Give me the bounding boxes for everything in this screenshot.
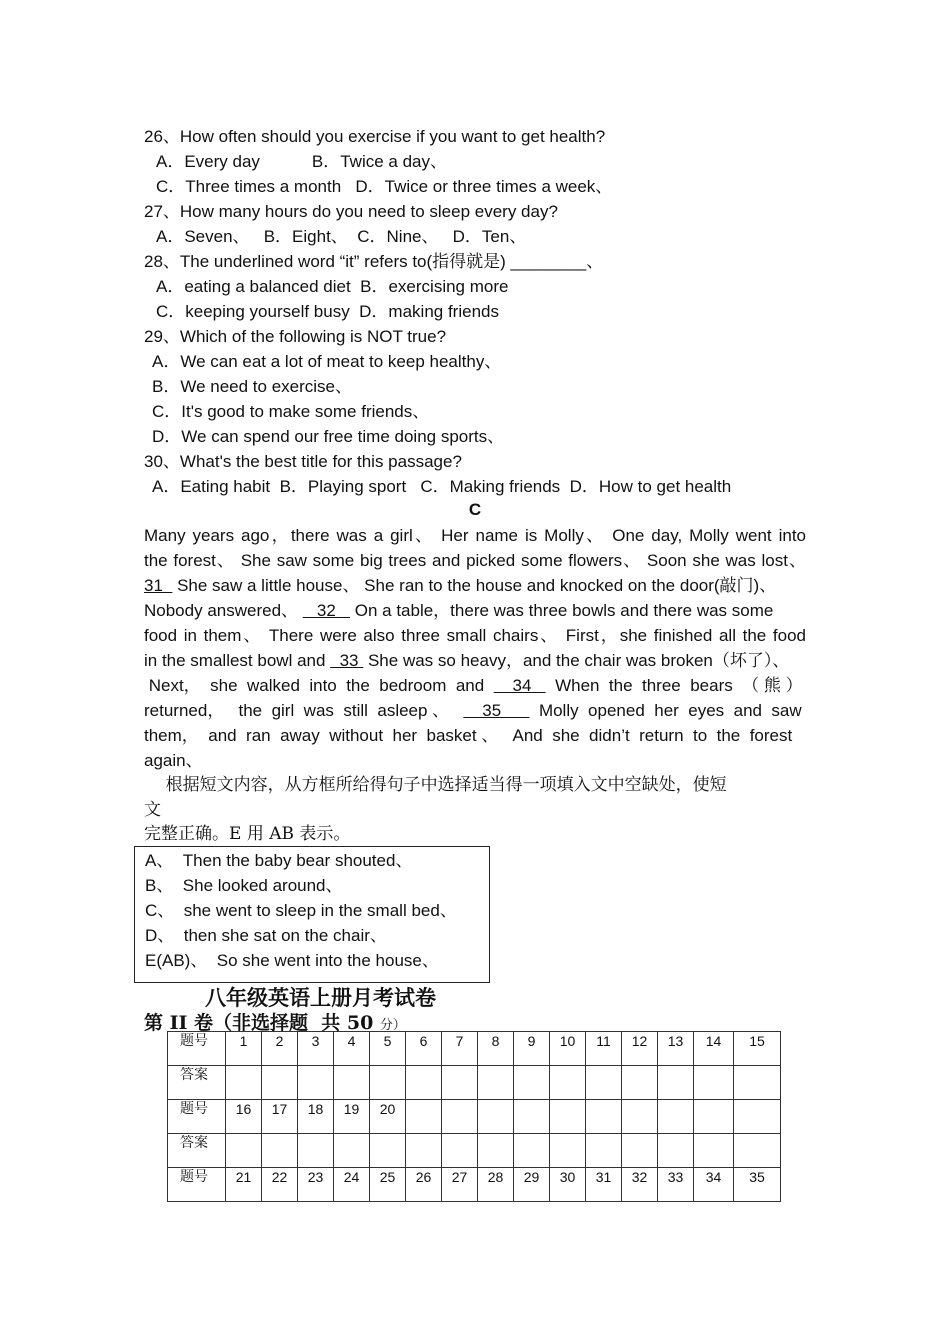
- answer-cell[interactable]: [370, 1066, 406, 1100]
- row-label: 答案: [168, 1066, 226, 1100]
- option-b: B、 She looked around、: [145, 876, 343, 895]
- passage-text: Next， she walked into the bedroom and: [144, 676, 494, 695]
- passage-text: in the smallest bowl and: [144, 651, 331, 670]
- question-28-options-2: C．keeping yourself busy D．making friends: [156, 302, 499, 321]
- question-number-cell: 21: [226, 1168, 262, 1202]
- passage-text: She saw a little house、 She ran to the house and knocked on the door(敲门)、: [172, 576, 777, 595]
- question-number-cell: [658, 1100, 694, 1134]
- part-two-text: 第 II 卷（非选择题 共 50: [144, 1012, 380, 1034]
- question-26-stem: 26、How often should you exercise if you want to get health?: [144, 127, 606, 146]
- answer-cell[interactable]: [442, 1134, 478, 1168]
- instruction-line: 完整正确。E 用 AB 表示。: [144, 824, 351, 844]
- question-number-cell: 30: [550, 1168, 586, 1202]
- question-number-cell: 16: [226, 1100, 262, 1134]
- question-28-options-1: A．eating a balanced diet B．exercising more: [156, 277, 509, 296]
- question-26-options-2: C．Three times a month D．Twice or three times a week、: [156, 177, 613, 196]
- blank-34: 34: [493, 676, 546, 695]
- section-c-heading: C: [468, 500, 482, 519]
- answer-cell[interactable]: [262, 1134, 298, 1168]
- question-number-cell: 33: [658, 1168, 694, 1202]
- question-number-cell: 18: [298, 1100, 334, 1134]
- row-label: 答案: [168, 1134, 226, 1168]
- answer-cell[interactable]: [226, 1134, 262, 1168]
- question-number-cell: 22: [262, 1168, 298, 1202]
- answer-cell[interactable]: [334, 1066, 370, 1100]
- question-number-cell: [694, 1100, 734, 1134]
- answer-cell[interactable]: [658, 1066, 694, 1100]
- passage-line: [144, 698, 802, 723]
- answer-cell[interactable]: [370, 1134, 406, 1168]
- passage-line: [144, 573, 776, 598]
- answer-grid: [167, 1031, 781, 1202]
- question-number-cell: 4: [334, 1032, 370, 1066]
- passage-text: She was so heavy，and the chair was broken（坏了）、: [363, 651, 790, 670]
- passage-line: the forest、 She saw some big trees and picked some flowers、 Soon she was lost、: [144, 551, 806, 570]
- part-two-unit: 分）: [379, 1018, 406, 1033]
- question-number-cell: [550, 1100, 586, 1134]
- option-a: A、 Then the baby bear shouted、: [145, 851, 413, 870]
- answer-cell[interactable]: [334, 1134, 370, 1168]
- answer-cell[interactable]: [478, 1066, 514, 1100]
- passage-line: again、: [144, 751, 203, 770]
- question-number-cell: 3: [298, 1032, 334, 1066]
- instruction-line: 文: [144, 800, 161, 820]
- answer-cell[interactable]: [694, 1134, 734, 1168]
- blank-32: 32: [302, 601, 351, 620]
- question-number-cell: 31: [586, 1168, 622, 1202]
- question-number-cell: 17: [262, 1100, 298, 1134]
- option-c: C、 she went to sleep in the small bed、: [145, 901, 457, 920]
- blank-31: 31: [144, 576, 173, 595]
- question-number-cell: 7: [442, 1032, 478, 1066]
- question-30-stem: 30、What's the best title for this passage?: [144, 452, 462, 471]
- question-number-cell: [514, 1100, 550, 1134]
- passage-line: [144, 673, 803, 698]
- question-number-cell: [586, 1100, 622, 1134]
- answer-cell[interactable]: [694, 1066, 734, 1100]
- question-number-cell: 26: [406, 1168, 442, 1202]
- question-26-options-1: A．Every day B．Twice a day、: [156, 152, 447, 171]
- answer-cell[interactable]: [622, 1066, 658, 1100]
- question-28-stem: 28、The underlined word “it” refers to(指得就是) ________、: [144, 252, 604, 271]
- row-label: 题号: [168, 1168, 226, 1202]
- answer-cell[interactable]: [442, 1066, 478, 1100]
- question-number-cell: [622, 1100, 658, 1134]
- question-29-option-c: C．It's good to make some friends、: [152, 402, 430, 421]
- row-label: 题号: [168, 1100, 226, 1134]
- answer-cell[interactable]: [734, 1134, 781, 1168]
- question-number-cell: 11: [586, 1032, 622, 1066]
- question-29-option-d: D．We can spend our free time doing sports、: [152, 427, 505, 446]
- blank-35: 35: [463, 701, 530, 720]
- question-number-cell: 12: [622, 1032, 658, 1066]
- question-number-cell: [734, 1100, 781, 1134]
- exam-title: 八年级英语上册月考试卷: [205, 985, 436, 1010]
- passage-text: Molly opened her eyes and saw: [529, 701, 802, 720]
- question-number-cell: 34: [694, 1168, 734, 1202]
- number-row: [168, 1032, 781, 1066]
- question-number-cell: 15: [734, 1032, 781, 1066]
- answer-cell[interactable]: [406, 1066, 442, 1100]
- question-number-cell: 25: [370, 1168, 406, 1202]
- question-number-cell: 10: [550, 1032, 586, 1066]
- passage-text: When the three bears （ 熊 ）: [545, 676, 803, 695]
- answer-cell[interactable]: [514, 1134, 550, 1168]
- question-number-cell: 35: [734, 1168, 781, 1202]
- question-30-options: A．Eating habit B．Playing sport C．Making friends D．How to get health: [152, 477, 732, 496]
- question-number-cell: 1: [226, 1032, 262, 1066]
- answer-cell[interactable]: [298, 1066, 334, 1100]
- question-number-cell: 6: [406, 1032, 442, 1066]
- passage-line: [144, 648, 789, 673]
- question-29-option-b: B．We need to exercise、: [152, 377, 352, 396]
- passage-text: Nobody answered、: [144, 601, 303, 620]
- answer-cell[interactable]: [514, 1066, 550, 1100]
- question-number-cell: 19: [334, 1100, 370, 1134]
- instruction-line: 根据短文内容，从方框所给得句子中选择适当得一项填入文中空缺处，使短: [144, 775, 727, 795]
- options-box: [134, 846, 490, 983]
- question-29-stem: 29、Which of the following is NOT true?: [144, 327, 447, 346]
- answer-cell[interactable]: [406, 1134, 442, 1168]
- passage-text: returned， the girl was still asleep 、: [144, 701, 464, 720]
- question-number-cell: [406, 1100, 442, 1134]
- passage-line: [144, 598, 773, 623]
- question-number-cell: 5: [370, 1032, 406, 1066]
- number-row: [168, 1100, 781, 1134]
- row-label: 题号: [168, 1032, 226, 1066]
- question-27-stem: 27、How many hours do you need to sleep every day?: [144, 202, 558, 221]
- question-number-cell: 9: [514, 1032, 550, 1066]
- passage-line: them， and ran away without her basket 、 And she didn’t return to the forest: [144, 726, 793, 745]
- answer-row: [168, 1134, 781, 1168]
- question-number-cell: 13: [658, 1032, 694, 1066]
- question-number-cell: 27: [442, 1168, 478, 1202]
- answer-cell[interactable]: [262, 1066, 298, 1100]
- question-number-cell: 14: [694, 1032, 734, 1066]
- answer-cell[interactable]: [586, 1066, 622, 1100]
- question-number-cell: [442, 1100, 478, 1134]
- option-e: E(AB)、 So she went into the house、: [145, 951, 439, 970]
- question-number-cell: 2: [262, 1032, 298, 1066]
- question-number-cell: [478, 1100, 514, 1134]
- answer-cell[interactable]: [298, 1134, 334, 1168]
- answer-row: [168, 1066, 781, 1100]
- question-number-cell: 29: [514, 1168, 550, 1202]
- passage-text: On a table，there was three bowls and there was some: [350, 601, 774, 620]
- answer-cell[interactable]: [550, 1134, 586, 1168]
- number-row: [168, 1168, 781, 1202]
- question-number-cell: 28: [478, 1168, 514, 1202]
- question-number-cell: 20: [370, 1100, 406, 1134]
- answer-cell[interactable]: [622, 1134, 658, 1168]
- question-number-cell: 8: [478, 1032, 514, 1066]
- answer-cell[interactable]: [734, 1066, 781, 1100]
- blank-33: 33: [330, 651, 364, 670]
- passage-line: Many years ago，there was a girl、 Her name is Molly、 One day, Molly went into: [144, 526, 806, 545]
- question-number-cell: 23: [298, 1168, 334, 1202]
- option-d: D、 then she sat on the chair、: [145, 926, 387, 945]
- question-number-cell: 32: [622, 1168, 658, 1202]
- answer-cell[interactable]: [478, 1134, 514, 1168]
- question-number-cell: 24: [334, 1168, 370, 1202]
- answer-cell[interactable]: [226, 1066, 262, 1100]
- answer-cell[interactable]: [658, 1134, 694, 1168]
- answer-cell[interactable]: [586, 1134, 622, 1168]
- question-27-options: A．Seven、 B．Eight、 C．Nine、 D．Ten、: [156, 227, 527, 246]
- question-29-option-a: A．We can eat a lot of meat to keep healthy、: [152, 352, 502, 371]
- answer-cell[interactable]: [550, 1066, 586, 1100]
- passage-line: food in them、 There were also three small chairs、 First，she finished all the food: [144, 626, 806, 645]
